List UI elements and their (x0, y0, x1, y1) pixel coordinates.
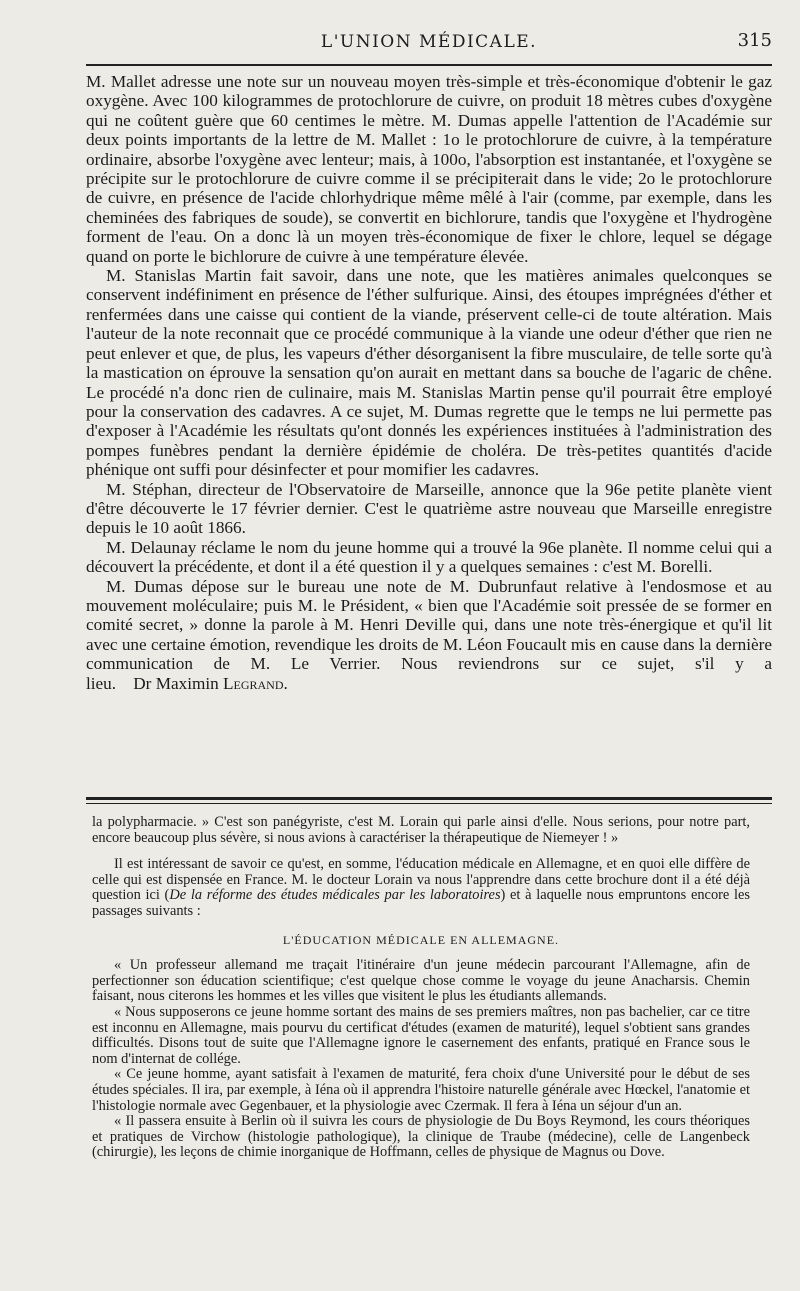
paragraph-dumas (86, 577, 772, 693)
paragraph-stephan: M. Stéphan, directeur de l'Observatoire de Marseille, annonce que la 96e petite planète vient d'être découverte le 17 février dernier. C'est le quatrième astre nouveau que Marseille enregistre depuis le 10 août 1866. (86, 479, 772, 538)
paragraph-dumas-text: M. Dumas dépose sur le bureau une note de M. Dubrunfaut relative à l'endosmose et au mouvement moléculaire; puis M. le Président, « bien que l'Académie soit pressée de se former en comité secret, » donne la parole à M. Henri Deville qui, dans une note très-énergique et qu'il lit avec une certaine émotion, revendique les droits de M. Léon Foucault mis en cause dans la dernière communication de M. Le Verrier. Nous reviendrons sur ce sujet, s'il y a lieu. (86, 576, 772, 693)
section-divider-thin (86, 803, 772, 804)
paragraph-delaunay: M. Delaunay réclame le nom du jeune homme qui a trouvé la 96e planète. Il nomme celui qui a découvert la précédente, et dont il a été question il y a quelques semaines : c'est M. Borelli. (86, 537, 772, 577)
page-number: 315 (737, 30, 772, 51)
section-title: L'ÉDUCATION MÉDICALE EN ALLEMAGNE. (282, 932, 560, 947)
running-header (86, 28, 772, 54)
journal-title: L'UNION MÉDICALE. (320, 32, 538, 52)
intro-text-after: ) et à laquelle nous empruntons encore les passages suivants : (92, 887, 751, 919)
intro-text-before: Il est intéressant de savoir ce qu'est, en somme, l'éducation médicale en Allemagne, et en quoi elle diffère de celle qui est dispensée en France. M. le docteur Lorain va nous l'apprendre dans cette brochure dont il a été déjà question ici ( (92, 856, 750, 904)
author-signature (133, 674, 288, 693)
quote-paragraph-3: « Ce jeune homme, ayant satisfait à l'examen de maturité, fera choix d'une Université pour le début de ses études spéciales. Il ira, par exemple, à Iéna où il apprendra l'histoire naturelle générale avec Hœckel, l'anatomie et l'histologie normale avec Gegenbauer, et la physiologie avec Czermak. Il fera à Iéna un séjour d'un an. (92, 1066, 750, 1114)
quote-paragraph-2: « Nous supposerons ce jeune homme sortant des mains de ses premiers maîtres, non pas bachelier, car ce titre est inconnu en Allemagne, mais pourvu du certificat d'études (examen de maturité), lequel s'obtient sans grandes difficultés. Disons tout de suite que l'Allemagne ignore le casernement des enfants, pratiqué en France sous le nom d'internat de collége. (92, 1003, 750, 1067)
paragraph-mallet: M. Mallet adresse une note sur un nouveau moyen très-simple et très-économique d'obtenir le gaz oxygène. Avec 100 kilogrammes de protochlorure de cuivre, on produit 18 mètres cubes d'oxygène qui ne coûtent guère que 60 centimes le mètre. M. Dumas appelle l'attention de l'Académie sur deux points importants de la lettre de M. Mallet : 1o le protochlorure de cuivre, à la température ordinaire, absorbe l'oxygène avec lenteur; mais, à 100o, l'absorption est instantanée, et l'oxygène se précipite sur le protochlorure de cuivre comme il se précipiterait dans le vide; 2o le protochlorure de cuivre, en présence de l'acide chlorhydrique même mêlé à l'air (comme, par exemple, dans les cheminées des fabriques de soude), se convertit en bichlorure, tandis que l'oxygène et l'hydrogène forment de l'eau. On a donc là un moyen très-économique de fixer le chlore, lequel se dégage quand on porte le bichlorure de cuivre à une température élevée. (86, 72, 772, 266)
feuilleton-paragraph-intro (92, 857, 750, 919)
feuilleton-column (92, 815, 750, 1161)
header-rule (86, 64, 772, 66)
quote-paragraph-4: « Il passera ensuite à Berlin où il suivra les cours de physiologie de Du Boys Reymond, les cours théoriques et pratiques de Virchow (histologie pathologique), la clinique de Traube (médecine), celle de Langenbeck (chirurgie), les leçons de chimie inorganique de Hoffmann, celles de physique de Magnus ou Dove. (92, 1113, 750, 1161)
paragraph-martin: M. Stanislas Martin fait savoir, dans une note, que les matières animales quelconques se conservent indéfiniment en présence de l'éther sulfurique. Ainsi, des étoupes imprégnées d'éther et renfermées dans une caisse qui contient de la viande, préservent celle-ci de toute altération. Mais l'auteur de la note reconnait que ce procédé communique à la viande une odeur d'éther que rien ne peut enlever et que, de plus, les vapeurs d'éther désorganisent la fibre musculaire, de telle sorte qu'à la mastication on éprouve la sensation qu'on aurait en mettant dans sa bouche de l'agaric de chêne. Le procédé n'a donc rien de culinaire, mais M. Stanislas Martin pense qu'il pourrait être employé pour la conservation des cadavres. A ce sujet, M. Dumas regrette que le temps ne lui permette pas d'exposer à l'Académie les résultats qu'ont donnés les expériences instituées à l'administration des pompes funèbres pendant la dernière épidémie de choléra. De très-petites quantités d'acide phénique ont suffi pour désinfecter et pour momifier les cadavres. (86, 266, 772, 480)
signature-prefix: Dr Maximin (133, 673, 224, 693)
main-column (86, 72, 772, 693)
section-divider-thick (86, 797, 772, 800)
signature-name: Legrand. (223, 673, 288, 693)
feuilleton-paragraph-polypharmacie: la polypharmacie. » C'est son panégyriste, c'est M. Lorain qui parle ainsi d'elle. Nous serions, pour notre part, encore beaucoup plus sévère, si nous avions à caractériser la thérapeutique de Niemeyer ! » (92, 814, 750, 846)
quote-paragraph-1: « Un professeur allemand me traçait l'itinéraire d'un jeune médecin parcourant l'Allemagne, afin de perfectionner son éducation scientifique; c'est quelque chose comme le voyage du jeune Anacharsis. Chemin faisant, nous citerons les hommes et les villes que visitent le plus les étudiants allemands. (92, 957, 750, 1005)
brochure-title: De la réforme des études médicales par les laboratoires (169, 887, 501, 904)
